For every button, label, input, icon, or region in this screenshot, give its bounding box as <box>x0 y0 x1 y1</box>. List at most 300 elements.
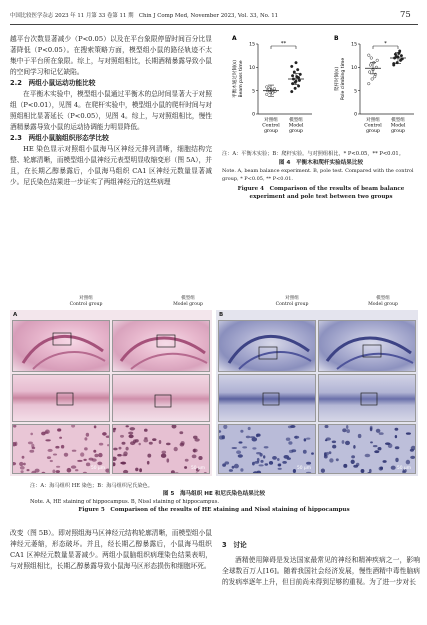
cell-nucleus <box>342 428 346 432</box>
cell-nucleus <box>179 431 183 434</box>
chart-ylabel-cn: 平衡木通过时间(s) <box>233 59 238 99</box>
cell-nucleus <box>351 460 355 464</box>
cell-nucleus <box>15 442 18 446</box>
header-rule <box>10 24 418 25</box>
cell-nucleus <box>94 425 97 428</box>
cell-nucleus <box>288 426 293 429</box>
chart-x-category-label: group <box>289 129 303 135</box>
cell-nucleus <box>75 469 78 471</box>
cell-nucleus <box>147 454 151 458</box>
cell-nucleus <box>27 469 30 471</box>
cell-nucleus <box>61 445 64 449</box>
cell-nucleus <box>406 460 410 465</box>
chart-point <box>290 65 293 68</box>
cell-nucleus <box>236 450 241 454</box>
chart-ylabel-en: Beam pass time <box>239 60 244 98</box>
cell-nucleus <box>385 442 390 445</box>
cell-nucleus <box>97 462 102 466</box>
fig5-col2-cn: 模型组 <box>181 296 195 301</box>
section-2-2-text: 在平衡木实验中，模型组小鼠通过平衡木的总时间显著大于对照组（P<0.01），见图 4。在爬杆实验中，模型组小鼠的爬杆时间与对照组相比显著延长（P<0.05），见图 4。综上，与对照组相比，慢性酒精暴露导致小鼠的运动协调能力明显降低。 <box>10 90 212 131</box>
chart-y-tick-label: 5 <box>354 89 357 95</box>
cell-nucleus <box>223 425 227 429</box>
cell-nucleus <box>55 446 59 449</box>
cell-nucleus <box>361 469 365 473</box>
chart-significance-label: ** <box>280 41 287 47</box>
figure-4-svg <box>222 30 420 148</box>
bottom-left-text: 改变（图 5B）。即对照组海马区神经元结构轮廓清晰，而模型组小鼠神经元萎缩，形态破坏。并且，经长期乙醇暴露后，小鼠海马组织 CA1 区神经元数量显著减少。两组小鼠脑组织病理染色结果表明，与对照组相比，长期乙醇暴露导致小鼠海马区形态损伤和细胞坏死。 <box>10 529 212 570</box>
cell-nucleus <box>311 452 314 454</box>
scale-bar-label: 50 μm <box>90 466 105 471</box>
cell-nucleus <box>406 432 411 434</box>
cell-nucleus <box>135 468 138 472</box>
cell-nucleus <box>52 470 55 474</box>
cell-nucleus <box>370 441 373 443</box>
chart-significance-label: * <box>384 41 387 47</box>
bottom-left-column <box>10 528 212 572</box>
chart-point <box>371 78 374 81</box>
cell-nucleus <box>345 441 350 445</box>
cell-nucleus <box>336 458 339 461</box>
cell-nucleus <box>272 456 277 460</box>
he-model-midmag-image <box>112 374 210 422</box>
chart-x-category-label: Model <box>288 123 304 129</box>
cell-nucleus <box>41 432 46 436</box>
chart-y-tick-label: 5 <box>252 89 255 95</box>
cell-nucleus <box>269 461 273 465</box>
cell-nucleus <box>149 442 153 445</box>
cell-nucleus <box>106 436 110 438</box>
chart-x-category-label: 对照组 <box>366 118 380 123</box>
cell-nucleus <box>71 425 75 428</box>
chart-point <box>368 71 371 74</box>
nissl-model-midmag-image <box>318 374 416 422</box>
cell-nucleus <box>67 468 72 473</box>
cell-nucleus <box>119 447 122 450</box>
cell-nucleus <box>232 447 238 449</box>
nissl-staining-panel <box>216 310 418 476</box>
cell-nucleus <box>77 460 82 462</box>
chart-x-category-label: group <box>366 129 380 135</box>
cell-nucleus <box>365 454 371 458</box>
chart-point <box>294 87 297 90</box>
cell-nucleus <box>152 438 156 441</box>
cell-nucleus <box>98 453 102 457</box>
cell-nucleus <box>238 454 243 457</box>
cell-nucleus <box>325 425 329 428</box>
figure-4-note-cn: 注：A：平衡木实验；B：爬杆实验。与对照组相比，* P<0.05，** P<0.01。 <box>222 151 404 157</box>
cell-nucleus <box>263 455 265 458</box>
cell-nucleus <box>113 457 117 461</box>
cell-nucleus <box>120 462 125 464</box>
cell-nucleus <box>139 468 142 472</box>
cell-nucleus <box>159 440 162 444</box>
chart-x-category-label: 模型组 <box>289 118 303 123</box>
chart-point <box>298 79 301 82</box>
section-2-3-title: 2.3 两组小鼠脑组织形态学比较 <box>10 134 109 142</box>
cell-nucleus <box>50 460 53 462</box>
cell-nucleus <box>346 429 350 433</box>
fig5-col3-cn: 对照组 <box>285 296 299 301</box>
cell-nucleus <box>102 432 107 436</box>
scale-bar-label: 50 μm <box>396 466 411 471</box>
chart-x-category-label: Model <box>390 123 406 129</box>
cell-nucleus <box>185 459 189 462</box>
cell-nucleus <box>113 462 116 466</box>
cell-nucleus <box>48 449 53 452</box>
cell-nucleus <box>57 428 61 431</box>
panel-b-label: B <box>219 312 224 318</box>
left-column <box>10 34 212 188</box>
cell-nucleus <box>326 452 329 456</box>
cell-nucleus <box>113 448 117 451</box>
cell-nucleus <box>291 449 296 452</box>
figure-5-note-en: Note. A, HE staining of hippocampus. B, Nissl staining of hippocampus. <box>30 499 220 505</box>
chart-y-tick-label: 0 <box>354 112 357 118</box>
figure-4-charts <box>222 30 420 148</box>
fig5-col-header-3 <box>252 296 332 307</box>
chart-point <box>297 85 300 88</box>
cell-nucleus <box>45 430 50 434</box>
cell-nucleus <box>172 425 177 429</box>
cell-nucleus <box>358 434 362 438</box>
cell-nucleus <box>29 450 34 453</box>
cell-nucleus <box>277 458 280 461</box>
cell-nucleus <box>86 463 90 467</box>
figure-5-note-cn: 注：A：海马组织 HE 染色；B：海马组织尼氏染色。 <box>30 483 153 489</box>
cell-nucleus <box>41 472 45 474</box>
figure-5-caption-en: Figure 5 Comparison of the results of HE staining and Nissl staining of hippocampus <box>78 507 350 513</box>
cell-nucleus <box>341 473 344 474</box>
cell-nucleus <box>144 429 148 432</box>
cell-nucleus <box>246 436 250 439</box>
cell-nucleus <box>128 432 133 435</box>
figure-4-captions <box>222 150 420 201</box>
cell-nucleus <box>379 432 384 435</box>
cell-nucleus <box>240 430 243 433</box>
fig5-col-header-1 <box>46 296 126 307</box>
cell-nucleus <box>13 462 16 465</box>
cell-nucleus <box>174 447 178 451</box>
cell-nucleus <box>346 425 348 429</box>
cell-nucleus <box>370 426 373 430</box>
cell-nucleus <box>306 438 310 440</box>
cell-nucleus <box>56 470 60 473</box>
chart-y-tick-label: 0 <box>252 112 255 118</box>
cell-nucleus <box>171 470 175 474</box>
fig5-col1-cn: 对照组 <box>79 296 93 301</box>
cell-nucleus <box>198 456 202 460</box>
cell-nucleus <box>21 470 24 473</box>
cell-nucleus <box>329 451 332 454</box>
cell-nucleus <box>240 468 243 471</box>
cell-nucleus <box>395 428 399 431</box>
discussion-text: 酒精使用障碍是发达国家最常见的神经和精神疾病之一，影响全球数百万人[16]。随着我国社会经济发展，慢性酒精中毒性脑病的发病率逐年上升，但目前尚未得到足够的重视。为了进一步对长 <box>222 556 420 586</box>
cell-nucleus <box>86 433 89 437</box>
cell-nucleus <box>242 446 247 448</box>
cell-nucleus <box>252 437 258 441</box>
cell-nucleus <box>351 455 355 458</box>
chart-x-category-label: group <box>391 129 405 135</box>
chart-ylabel-en: Pole climbing time <box>341 57 346 101</box>
cell-nucleus <box>144 437 147 439</box>
chart-point <box>376 59 379 62</box>
cell-nucleus <box>395 435 397 438</box>
cell-nucleus <box>343 464 347 468</box>
cell-nucleus <box>13 425 16 428</box>
chart-panel-a <box>231 35 312 134</box>
cell-nucleus <box>252 462 255 466</box>
chart-point <box>297 76 300 79</box>
cell-nucleus <box>321 469 325 473</box>
cell-nucleus <box>56 466 60 468</box>
cell-nucleus <box>117 454 122 457</box>
cell-nucleus <box>53 454 57 456</box>
cell-nucleus <box>180 443 185 447</box>
cell-nucleus <box>28 442 33 445</box>
cell-nucleus <box>161 454 166 458</box>
fig5-col1-en: Control group <box>69 301 103 307</box>
cell-nucleus <box>122 442 126 445</box>
chart-point <box>293 71 296 74</box>
cell-nucleus <box>120 435 124 438</box>
cell-nucleus <box>175 472 179 474</box>
chart-x-category-label: Control <box>364 123 382 129</box>
cell-nucleus <box>256 452 261 454</box>
chart-point <box>296 68 299 71</box>
cell-nucleus <box>332 445 336 449</box>
cell-nucleus <box>304 438 307 441</box>
cell-nucleus <box>278 464 281 467</box>
nissl-control-lowmag-image <box>218 320 316 372</box>
fig5-col2-en: Model group <box>173 301 203 307</box>
cell-nucleus <box>254 461 259 464</box>
cell-nucleus <box>256 434 260 437</box>
chart-panel-b <box>333 35 414 134</box>
cell-nucleus <box>47 456 51 459</box>
chart-point <box>400 54 403 57</box>
cell-nucleus <box>22 456 25 459</box>
section-2-2-title: 2.2 两组小鼠运动功能比较 <box>10 79 96 87</box>
nissl-model-lowmag-image <box>318 320 416 372</box>
figure-5-caption-cn: 图 5 海马组织 HE 和尼氏染色结果比较 <box>162 491 266 497</box>
chart-y-tick-label: 10 <box>351 65 357 71</box>
figure-4-note-en: Note. A, beam balance experiment. B, pole test. Compared with the control group, * P<0.05, ** P<0.01. <box>222 168 414 182</box>
cell-nucleus <box>130 441 135 445</box>
cell-nucleus <box>59 437 62 439</box>
intro-paragraph: 越平台次数显著减少（P<0.05）以及在平台象限停留时间百分比显著降低（P<0.05）。在搜索策略方面，模型组小鼠的路径轨迹不太集中于平台所在象限。综上，与对照组相比，长期酒精暴露导致小鼠的空间学习和记忆缺陷。 <box>10 35 212 76</box>
chart-point <box>290 90 293 93</box>
cell-nucleus <box>105 469 110 473</box>
cell-nucleus <box>20 466 25 470</box>
cell-nucleus <box>126 425 129 427</box>
cell-nucleus <box>113 428 116 430</box>
cell-nucleus <box>23 463 26 466</box>
nissl-control-highmag-image <box>218 424 316 474</box>
chart-x-category-label: 模型组 <box>391 118 405 123</box>
chart-y-tick-label: 15 <box>249 42 255 48</box>
cell-nucleus <box>94 454 98 458</box>
cell-nucleus <box>123 470 128 474</box>
fig5-col3-en: Control group <box>275 301 309 307</box>
cell-nucleus <box>295 436 298 439</box>
cell-nucleus <box>84 437 87 440</box>
nissl-control-midmag-image <box>218 374 316 422</box>
chart-point <box>295 61 298 64</box>
chart-panel-letter: B <box>334 35 339 42</box>
figure-5 <box>10 296 418 476</box>
scale-bar-label: 50 μm <box>296 466 311 471</box>
cell-nucleus <box>135 439 139 442</box>
cell-nucleus <box>395 446 400 449</box>
chart-point <box>398 50 401 53</box>
cell-nucleus <box>193 436 198 439</box>
cell-nucleus <box>383 460 387 463</box>
cell-nucleus <box>395 458 398 462</box>
cell-nucleus <box>373 445 378 447</box>
chart-y-tick-label: 15 <box>351 42 357 48</box>
chart-x-category-label: group <box>264 129 278 135</box>
cell-nucleus <box>147 461 150 465</box>
cell-nucleus <box>287 457 291 460</box>
he-model-lowmag-image <box>112 320 210 372</box>
he-control-midmag-image <box>12 374 110 422</box>
cell-nucleus <box>92 458 97 461</box>
page-number: 75 <box>400 10 411 20</box>
cell-nucleus <box>126 447 129 451</box>
panel-a-label: A <box>13 312 18 318</box>
chart-y-tick-label: 10 <box>249 65 255 71</box>
chart-point <box>299 73 302 76</box>
cell-nucleus <box>306 472 311 474</box>
cell-nucleus <box>123 451 127 455</box>
chart-panel-letter: A <box>232 35 237 42</box>
cell-nucleus <box>219 430 221 433</box>
cell-nucleus <box>45 439 51 441</box>
cell-nucleus <box>162 451 167 454</box>
cell-nucleus <box>192 455 197 459</box>
cell-nucleus <box>193 449 198 453</box>
cell-nucleus <box>303 450 307 454</box>
journal-header: 中国比较医学杂志 2023 年 11 月第 33 卷第 11 期 Chin J Comp Med, November 2023, Vol. 33, No. 11 <box>10 13 279 19</box>
cell-nucleus <box>204 472 207 474</box>
cell-nucleus <box>166 443 171 446</box>
he-control-lowmag-image <box>12 320 110 372</box>
cell-nucleus <box>342 440 345 444</box>
cell-nucleus <box>265 463 269 465</box>
section-2-3-text: HE 染色显示对照组小鼠海马区神经元排列清晰，细胞结构完整、轮廓清晰，而模型组小鼠神经元表型明显收缩变形（图 5A），并且，在长期乙醇暴露后，小鼠海马组织 CA1 区神经元数量显著减少。尼氏染色结果进一步证实了两组神经元的这些病理 <box>10 145 212 186</box>
chart-point <box>373 75 376 78</box>
chart-point <box>392 62 395 65</box>
cell-nucleus <box>353 445 355 449</box>
fig5-col-header-2 <box>148 296 228 307</box>
chart-point <box>369 64 372 67</box>
cell-nucleus <box>129 434 134 438</box>
cell-nucleus <box>282 461 287 464</box>
cell-nucleus <box>410 456 415 459</box>
cell-nucleus <box>329 458 333 462</box>
cell-nucleus <box>391 466 396 470</box>
cell-nucleus <box>107 444 109 446</box>
cell-nucleus <box>252 447 256 449</box>
chart-point <box>395 55 398 58</box>
cell-nucleus <box>72 450 77 452</box>
cell-nucleus <box>31 444 34 448</box>
cell-nucleus <box>225 461 230 464</box>
cell-nucleus <box>71 465 76 468</box>
discussion-title: 3 讨论 <box>222 541 247 549</box>
chart-point <box>265 93 268 96</box>
cell-nucleus <box>259 464 264 466</box>
cell-nucleus <box>389 473 393 474</box>
cell-nucleus <box>380 467 383 470</box>
cell-nucleus <box>139 443 141 446</box>
cell-nucleus <box>410 449 414 452</box>
chart-point <box>291 74 294 77</box>
fig5-col-header-4 <box>348 296 418 307</box>
cell-nucleus <box>293 469 296 473</box>
cell-nucleus <box>306 462 311 465</box>
cell-nucleus <box>239 441 243 443</box>
figure-4-caption-cn: 图 4 平衡木和爬杆实验结果比较 <box>278 160 364 166</box>
cell-nucleus <box>324 455 328 458</box>
cell-nucleus <box>248 427 251 430</box>
scale-bar-label: 50 μm <box>190 466 205 471</box>
cell-nucleus <box>325 439 328 441</box>
nissl-model-highmag-image <box>318 424 416 474</box>
bottom-right-column <box>222 540 420 588</box>
cell-nucleus <box>376 429 381 433</box>
he-control-highmag-image <box>12 424 110 474</box>
cell-nucleus <box>64 453 68 457</box>
cell-nucleus <box>369 469 372 473</box>
cell-nucleus <box>99 443 103 446</box>
cell-nucleus <box>229 469 233 472</box>
fig5-col4-cn: 模型组 <box>376 296 390 301</box>
chart-x-category-label: 对照组 <box>264 118 278 123</box>
chart-point <box>367 82 370 85</box>
cell-nucleus <box>84 447 88 450</box>
chart-point <box>271 92 274 95</box>
chart-ylabel-cn: 爬杆时间(s) <box>335 66 340 92</box>
cell-nucleus <box>278 468 282 470</box>
cell-nucleus <box>80 452 84 456</box>
he-staining-panel <box>10 310 212 476</box>
cell-nucleus <box>195 473 199 474</box>
cell-nucleus <box>184 466 187 469</box>
chart-point <box>274 90 277 93</box>
cell-nucleus <box>356 463 359 466</box>
chart-point <box>367 54 370 57</box>
cell-nucleus <box>260 460 263 463</box>
chart-x-category-label: Control <box>262 123 280 129</box>
cell-nucleus <box>264 446 269 448</box>
cell-nucleus <box>19 462 23 466</box>
cell-nucleus <box>130 427 136 430</box>
cell-nucleus <box>374 450 379 453</box>
cell-nucleus <box>286 438 291 441</box>
cell-nucleus <box>288 441 292 444</box>
cell-nucleus <box>332 441 336 444</box>
cell-nucleus <box>30 433 33 436</box>
cell-nucleus <box>167 458 170 462</box>
cell-nucleus <box>93 450 96 453</box>
figure-4-caption-en: Figure 4 Comparison of the results of beam balance experiment and pole test between two groups <box>237 186 405 200</box>
cell-nucleus <box>378 447 382 450</box>
cell-nucleus <box>83 472 87 474</box>
fig5-col4-en: Model group <box>368 301 398 307</box>
figure-5-captions <box>10 482 418 514</box>
cell-nucleus <box>83 459 86 461</box>
